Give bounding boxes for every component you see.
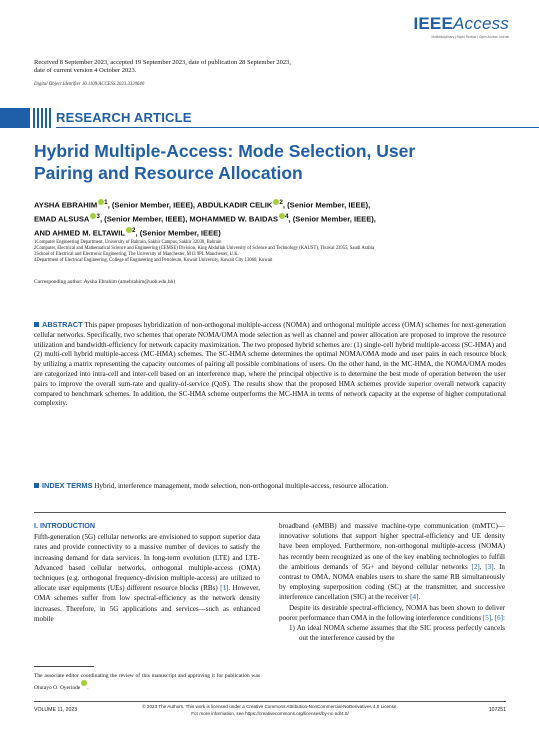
author-name: AND AHMED M. ELTAWIL [34, 228, 125, 238]
corresponding-author: Corresponding author: Aysha Ebrahim (amebrahim@uob.edu.bh) [34, 279, 175, 285]
paragraph [279, 521, 505, 603]
logo-wordmark [413, 14, 509, 34]
affiliations [34, 240, 504, 264]
square-bullet-icon [34, 322, 39, 327]
paragraph-text: Fifth-generation (5G) cellular networks are envisioned to support superior data rates and provide connectivity to a massive number of devices to satisfy the increasing demand for data services. In long-term evolution (LTE) and LTE-Advanced based cellular networks, orthogonal multiple-access (OMA) techniques (e.g. orthogonal frequency-division multiple-access) are utilized to allocate user equipments (UEs) different resource blocks (RBs) [34, 533, 260, 593]
abstract-heading: ABSTRACT [42, 320, 83, 329]
author-name: EMAD ALSUSA [34, 214, 90, 224]
article-type-banner [0, 108, 539, 128]
author-affil-sup: 3 [96, 213, 100, 221]
affiliation-item: 4Department of Electrical Engineering, College of Engineering and Petroleum, Kuwait University, Kuwait City 13060, Kuwait [34, 258, 273, 263]
affiliation-item: 1Computer Engineering Department, University of Bahrain, Sakhir Campus, Sakhir 32038, Bahrain [34, 240, 222, 245]
paragraph [34, 532, 260, 624]
author-name: AYSHA EBRAHIM [34, 200, 98, 210]
abstract-text: This paper proposes hybridization of non-orthogonal multiple-access (NOMA) and orthogonal multiple access (OMA) schemes for next-generation cellular networks. Specifically, two schemes that operate NOMA/OMA mode selection as well as channel and power allocation are proposed to improve the resource utilization and bandwidth-efficiency for network capacity maximization. The two proposed hybrid schemes are: (1) single-cell hybrid multiple-access (SC-HMA) and (2) multi-cell hybrid multiple-access (MC-HMA) schemes. The SC-HMA scheme determines the optimal NOMA/OMA mode and user pairs in each resource block by utilizing a matrix representing the capacity outcomes of pairing all possible combinations of users. On the other hand, in the MC-HMA, the NOMA/OMA modes are categorized into intra-cell and inter-cell based on an interference map, where the principal objective is to determine the best mode of operation between the user pairs to improve the overall sum-rate and quality-of-service (QoS). The results show that the proposed HMA schemes provide superior overall network capacity compared to benchmark schemes. In addition, the SC-HMA scheme outperforms the MC-HMA in terms of network capacity at the expense of higher computational complexity. [34, 321, 506, 408]
citation-link[interactable]: [3] [485, 562, 494, 571]
editor-note-text: The associate editor coordinating the review of this manuscript and approving it for publication was Olutayo O. Oyerinde [34, 673, 260, 691]
volume-label: VOLUME 11, 2023 [34, 707, 78, 713]
paper-title: Hybrid Multiple-Access: Mode Selection, User Pairing and Resource Allocation [34, 141, 416, 183]
period: . [87, 685, 89, 691]
citation-link[interactable]: [1] [220, 584, 229, 593]
author-role: , (Senior Member, IEEE) [135, 228, 221, 238]
author-affil-sup: 1 [104, 199, 108, 206]
article-type-label: RESEARCH ARTICLE [56, 110, 192, 125]
author-affil-sup: 2 [279, 199, 283, 206]
logo-access: Access [453, 14, 509, 33]
paragraph [279, 603, 505, 623]
doi[interactable]: Digital Object Identifier 10.1109/ACCESS.2023.3320640 [34, 82, 145, 87]
footnote-rule [34, 666, 94, 667]
index-terms-heading: INDEX TERMS [42, 481, 93, 490]
author-affil-sup: 4 [285, 213, 289, 221]
affiliation-item: 2Computer, Electrical and Mathematical Science and Engineering (CEMSE) Division, King Abdullah University of Science and Technology (KAUST), Thuwal 23955, Saudi Arabia [34, 246, 375, 251]
affiliation-item: 3School of Electrical and Electronic Engineering, The University of Manchester, M13 9PL Manchester, U.K. [34, 252, 239, 257]
index-terms-text: Hybrid, interference management, mode selection, non-orthogonal multiple-access, resource allocation. [94, 482, 389, 490]
citation-separator: , [479, 562, 486, 571]
page-number: 107251 [488, 707, 506, 713]
abstract [34, 320, 506, 409]
list-item: 1) An ideal NOMA scheme assumes that the SIC process perfectly cancels out the interference caused by the [289, 624, 505, 643]
license-line-2[interactable]: For more information, see https://creativecommons.org/licenses/by-nc-nd/4.0/ [191, 710, 349, 716]
license-line-1: © 2023 The Authors. This work is licensed under a Creative Commons Attribution-NonCommercial-NoDerivatives 4.0 License. [142, 704, 398, 709]
dates-line-1: Received 8 September 2023, accepted 19 September 2023, date of publication 28 September 2023, [34, 59, 292, 66]
section-divider [34, 512, 506, 513]
paragraph-text: broadband (eMBB) and massive machine-type communication (mMTC)— innovative solutions that support higher spectral-efficiency and UE density have been employed. Furthermore, non-orthogonal multiple-access (NOMA) has recently been recognized as one of the key enabling technologies to fulfill the ambitious demands of 5G+ and beyond cellular networks [279, 522, 505, 571]
section-heading: I. INTRODUCTION [34, 521, 96, 530]
author-list [34, 197, 504, 239]
author-name: ABDULKADIR CELIK [196, 200, 273, 210]
square-bullet-icon [34, 483, 39, 488]
logo-ieee: IEEE [413, 14, 453, 33]
footer-rule [34, 701, 506, 702]
citation-link[interactable]: [5] [482, 613, 492, 622]
author-affil-sup: 2 [131, 227, 136, 235]
paragraph-text: Despite its desirable spectral-efficiency, NOMA has been shown to deliver poorer performance than OMA in the following interference conditions [279, 603, 505, 622]
citation-link[interactable]: [2] [471, 562, 480, 571]
index-terms [34, 481, 506, 492]
paragraph-text: . However, OMA schemes suffer from low spectral-efficiency as the network density increases. Therefore, in 5G applications and services—such as enhanced mobile [34, 584, 260, 623]
citation-link[interactable]: [6] [494, 613, 503, 622]
editor-note [34, 672, 260, 692]
citation-separator: , [491, 613, 495, 622]
dates-line-2: date of current version 4 October 2023. [34, 67, 137, 74]
citation-link[interactable]: [4] [410, 593, 419, 602]
banner-bar [0, 108, 30, 128]
author-role: , (Senior Member, IEEE), [107, 200, 197, 210]
banner-stripes [33, 108, 51, 128]
paragraph-text: . In contrast to OMA, NOMA enables users to share the same RB simultaneously by employing superposition coding (SC) at the transmitter, and successive interference cancellation (SIC) at the receiver [279, 562, 505, 602]
publication-dates [34, 59, 364, 75]
author-role: , (Senior Member, IEEE), [282, 200, 371, 210]
author-role: , (Senior Member, IEEE), [288, 214, 376, 224]
paragraph-text: : [503, 613, 505, 622]
logo-tagline: Multidisciplinary | Rapid Review | Open Access Journal [431, 35, 509, 39]
banner-rule [56, 127, 539, 128]
paragraph-text: . [418, 593, 421, 602]
author-role: , (Senior Member, IEEE), [99, 214, 190, 224]
author-name: MOHAMMED W. BAIDAS [189, 214, 279, 224]
right-column [279, 521, 505, 643]
journal-logo [413, 14, 509, 39]
left-column [34, 521, 260, 624]
license-notice [34, 704, 506, 717]
